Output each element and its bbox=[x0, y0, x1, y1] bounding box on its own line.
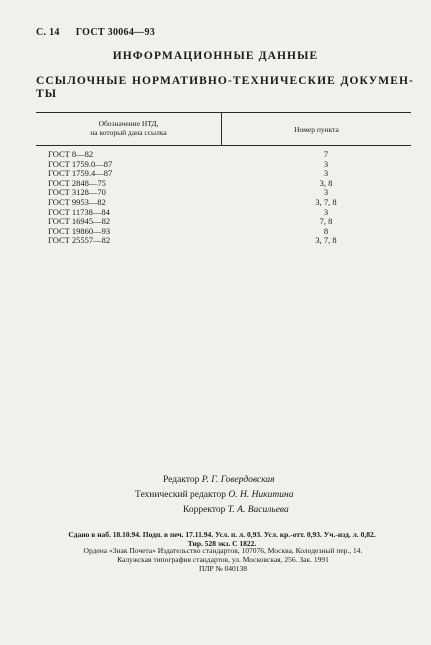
points-cell: 3 bbox=[323, 187, 329, 198]
document-cell: ГОСТ 3128—70 bbox=[48, 187, 106, 198]
reference-table-body bbox=[48, 150, 411, 246]
points-cell: 3 bbox=[323, 206, 329, 217]
points-cell: 7, 8 bbox=[319, 216, 333, 227]
page-number: С. 14 bbox=[36, 27, 60, 38]
header-line: Обозначение НТД, bbox=[98, 119, 159, 128]
publishing-line: Сдано в наб. 18.10.94. Подп. в печ. 17.11.94. Усл. п. л. 0,93. Усл. кр.-отт. 0,93. Уч.-изд. л. 0,82. bbox=[68, 530, 376, 539]
corrector-name: Т. А. Васильева bbox=[227, 505, 289, 515]
document-cell: ГОСТ 19860—93 bbox=[48, 225, 111, 236]
header-line: на который дана ссылка bbox=[90, 128, 167, 137]
tech-editor-credit bbox=[135, 490, 293, 500]
tech-editor-label: Технический редактор bbox=[135, 490, 226, 500]
points-cell: 3 bbox=[323, 158, 329, 169]
corrector-label: Корректор bbox=[183, 505, 226, 515]
editor-name: Р. Г. Говердовская bbox=[201, 475, 275, 485]
table-header-rule bbox=[36, 145, 411, 146]
publishing-line: Тир. 528 экз. С 1822. bbox=[187, 539, 257, 548]
points-cell: 8 bbox=[323, 225, 329, 236]
editor-credit bbox=[163, 475, 275, 485]
section-title: ИНФОРМАЦИОННЫЕ ДАННЫЕ bbox=[112, 50, 319, 62]
document-cell: ГОСТ 1759.4—87 bbox=[48, 168, 113, 179]
subsection-title: ССЫЛОЧНЫЕ НОРМАТИВНО-ТЕХНИЧЕСКИЕ ДОКУМЕН- bbox=[36, 75, 414, 87]
document-cell: ГОСТ 9953—82 bbox=[48, 196, 106, 207]
document-cell: ГОСТ 1759.0—87 bbox=[48, 158, 113, 169]
corrector-credit bbox=[183, 505, 289, 515]
document-cell: ГОСТ 8—82 bbox=[48, 149, 94, 159]
printer-info bbox=[28, 546, 418, 573]
table-top-rule bbox=[36, 112, 411, 113]
table-header-document bbox=[36, 119, 221, 137]
document-cell: ГОСТ 11738—84 bbox=[48, 206, 110, 217]
printer-line: ПЛР № 040138 bbox=[198, 564, 248, 573]
printer-line: Калужская типография стандартов, ул. Московская, 256. Зак. 1991 bbox=[117, 555, 329, 564]
points-cell: 3 bbox=[323, 168, 329, 179]
page-header bbox=[36, 27, 155, 38]
points-cell: 3, 7, 8 bbox=[315, 196, 337, 207]
tech-editor-name: О. Н. Никитина bbox=[228, 490, 294, 500]
editor-label: Редактор bbox=[163, 475, 200, 485]
document-cell: ГОСТ 2848—75 bbox=[48, 177, 106, 188]
table-row bbox=[48, 236, 411, 246]
points-cell: 3, 8 bbox=[319, 177, 333, 188]
printer-line: Ордена «Знак Почета» Издательство стандартов, 107076, Москва, Колодезный пер., 14. bbox=[83, 546, 363, 555]
table-header-points: Номер пункта bbox=[294, 125, 339, 134]
document-cell: ГОСТ 16945—82 bbox=[48, 216, 111, 227]
points-cell: 3, 7, 8 bbox=[315, 235, 337, 246]
subsection-title-continuation: ТЫ bbox=[36, 88, 58, 100]
points-cell: 7 bbox=[323, 149, 329, 159]
standard-code: ГОСТ 30064—93 bbox=[75, 27, 156, 38]
document-cell: ГОСТ 25557—82 bbox=[48, 235, 111, 246]
